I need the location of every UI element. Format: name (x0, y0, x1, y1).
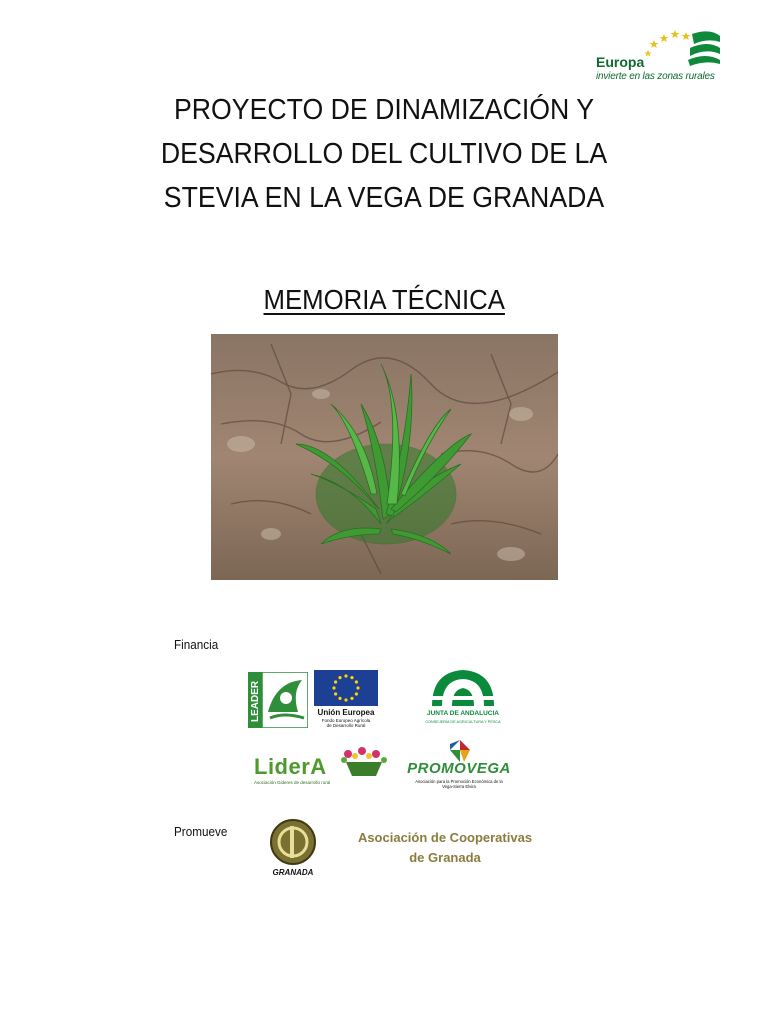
junta-sub: CONSEJERÍA DE AGRICULTURA Y PESCA (425, 720, 501, 724)
leader-logo (248, 672, 308, 728)
promovega-emblem-icon (446, 740, 474, 762)
promueve-label: Promueve (174, 824, 228, 839)
lidera-sub: Asociación Gideres de desarrollo rural (254, 780, 331, 785)
promovega-sub-2: Vega-Sierra Elvira (442, 784, 476, 789)
eu-fund-line-1: Fondo Europeo Agrícola (321, 718, 371, 723)
financia-label: Financia (174, 637, 219, 652)
promovega-name: PROMOVEGA (407, 760, 511, 777)
junta-name: JUNTA DE ANDALUCIA (427, 710, 499, 717)
eu-flag-icon (314, 670, 378, 706)
promovega-sub-1: Asociación para la Promoción Económica de la (415, 779, 503, 784)
lidera-name: LiderA (254, 754, 327, 779)
organization-name-line-2: de Granada (409, 850, 481, 865)
europa-word: Europa (596, 54, 645, 70)
europa-tagline: invierte en las zonas rurales (596, 71, 715, 82)
stevia-plant-photo (211, 334, 558, 580)
junta-emblem-icon (418, 666, 508, 710)
organization-name-line-1: Asociación de Cooperativas (357, 830, 533, 845)
acg-emblem-icon (264, 818, 322, 868)
promovega-logo (400, 740, 518, 792)
europa-stars-flag-icon (632, 28, 722, 68)
document-title (123, 88, 646, 220)
organization-name (340, 828, 550, 868)
title-line-2: DESARROLLO DEL CULTIVO DE LA (160, 138, 608, 170)
eu-name: Unión Europea (317, 708, 375, 717)
eu-fund-line-2: de Desarrollo Rural (326, 723, 366, 728)
lidera-logo (254, 746, 390, 788)
title-line-3: STEVIA EN LA VEGA DE GRANADA (163, 182, 605, 214)
document-subtitle (0, 284, 768, 316)
junta-andalucia-logo (418, 666, 508, 728)
acg-logo (264, 818, 322, 880)
subtitle-text: MEMORIA TÉCNICA (263, 284, 505, 315)
europa-logo (592, 28, 722, 88)
eu-logo (314, 670, 378, 728)
leader-text: LEADER (250, 680, 261, 722)
acg-logo-text: GRANADA (272, 868, 314, 877)
title-line-1: PROYECTO DE DINAMIZACIÓN Y (173, 94, 595, 126)
flower-pot-icon (338, 746, 390, 776)
